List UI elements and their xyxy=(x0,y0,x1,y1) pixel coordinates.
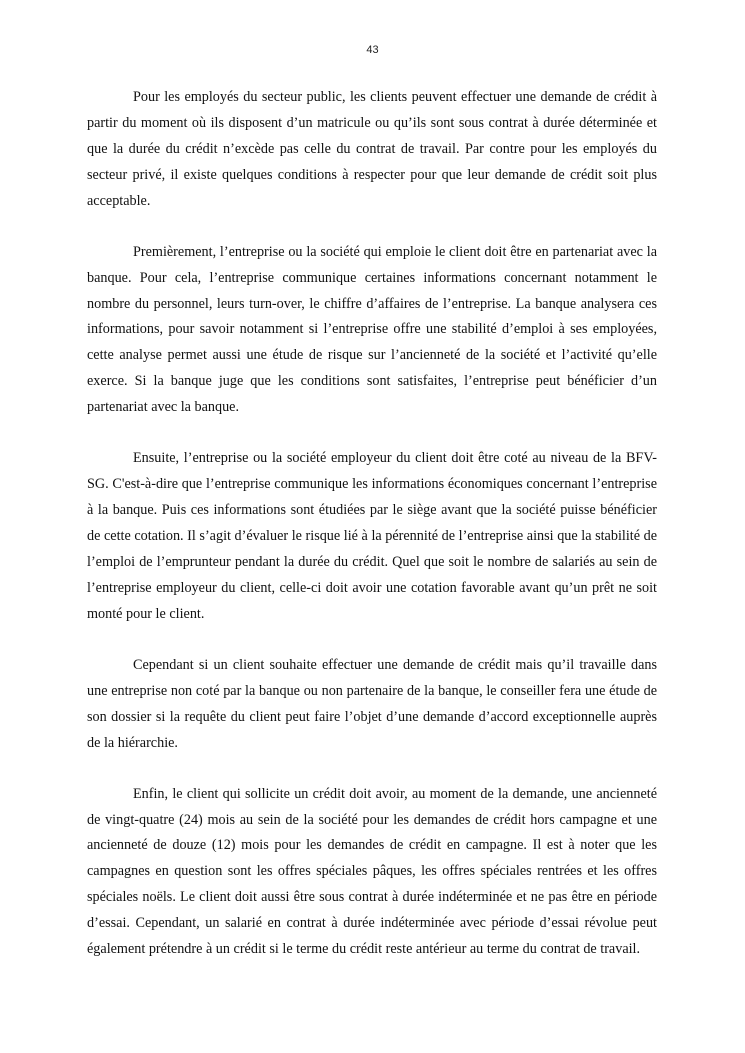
body-text xyxy=(87,85,657,988)
paragraph-rating: Ensuite, l’entreprise ou la société employeur du client doit être coté au niveau de la BFV-SG. C'est-à-dire que l’entreprise communique les informations économiques concernant l’entreprise à la banque. Puis ces informations sont étudiées par le siège avant que la société puisse bénéficier de cette cotation. Il s’agit d’évaluer le risque lié à la pérennité de l’entreprise ainsi que la stabilité de l’emploi de l’emprunteur pendant la durée du crédit. Quel que soit le nombre de salariés au sein de l’entreprise employeur du client, celle-ci doit avoir une cotation favorable avant qu’un prêt ne soit monté pour le client. xyxy=(87,450,657,622)
paragraph-partnership: Premièrement, l’entreprise ou la société qui emploie le client doit être en partenariat avec la banque. Pour cela, l’entreprise communique certaines informations concernant notamment le nombre du personnel, leurs turn-over, le chiffre d’affaires de l’entreprise. La banque analysera ces informations, pour savoir notamment si l’entreprise offre une stabilité d’emploi à ses employées, cette analyse permet aussi une étude de risque sur l’ancienneté de la société et l’activité qu’elle exerce. Si la banque juge que les conditions sont satisfaites, l’entreprise peut bénéficier d’un partenariat avec la banque. xyxy=(87,243,657,416)
page-number: 43 xyxy=(366,44,379,56)
paragraph-exception: Cependant si un client souhaite effectuer une demande de crédit mais qu’il travaille dans une entreprise non coté par la banque ou non partenaire de la banque, le conseiller fera une étude de son dossier si la requête du client peut faire l’objet d’une demande d’accord exceptionnelle auprès de la hiérarchie. xyxy=(87,656,657,751)
paragraph-seniority: Enfin, le client qui sollicite un crédit doit avoir, au moment de la demande, une ancienneté de vingt-quatre (24) mois au sein de la société pour les demandes de crédit hors campagne et une ancienneté de douze (12) mois pour les demandes de crédit en campagne. Il est à noter que les campagnes en question sont les offres spéciales pâques, les offres spéciales rentrées et les offres spéciales noëls. Le client doit aussi être sous contrat à durée indéterminée et ne pas être en période d’essai. Cependant, un salarié en contrat à durée indéterminée avec période d’essai révolue peut également prétendre à un crédit si le terme du crédit reste antérieur au terme du contrat de travail. xyxy=(87,785,657,958)
paragraph-public-sector: Pour les employés du secteur public, les clients peuvent effectuer une demande de crédit à partir du moment où ils disposent d’un matricule ou qu’ils sont sous contrat à durée déterminée et que la durée du crédit n’excède pas celle du contrat de travail. Par contre pour les employés du secteur privé, il existe quelques conditions à respecter pour que leur demande de crédit soit plus acceptable. xyxy=(87,89,657,209)
